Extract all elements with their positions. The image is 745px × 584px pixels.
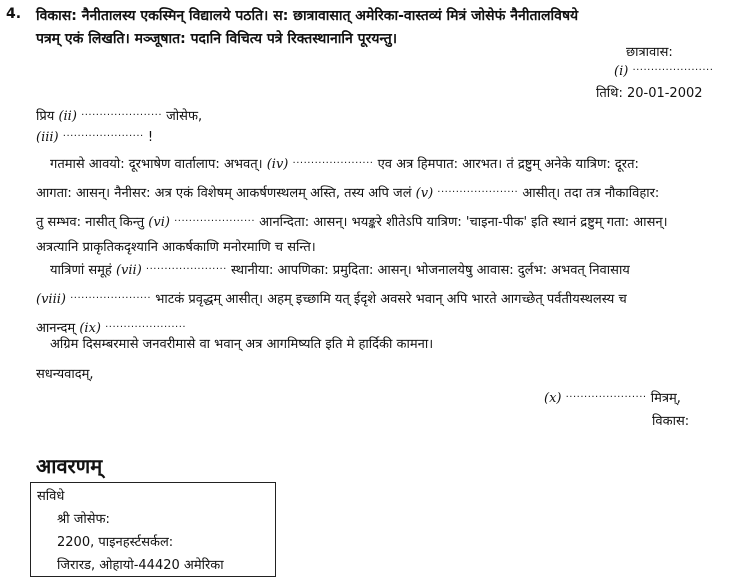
blank-label-x: (x) (544, 391, 562, 406)
greeting-line (36, 128, 153, 145)
envelope-heading: आवरणम् (36, 454, 103, 478)
para2-line-2: (viii) ...................... भाटकं प्रवृद्धम् आसीत्। अहम् इच्छामि यत् ईदृशे अवसरे भवान् अपि भारते आगच्छेत् पर्वतीयस्थलस्य च (36, 290, 627, 307)
para1-line-4: अत्रत्यानि प्राकृतिकदृश्यानि आकर्षकाणि मनोरमाणि च सन्ति। (36, 240, 316, 255)
blank-label-v: (v) (415, 186, 434, 201)
envelope-to: सविधे (37, 489, 65, 504)
blank-label-ii: (ii) (58, 109, 77, 124)
address-blank-line (614, 62, 713, 79)
letter-date: तिथि: 20-01-2002 (596, 86, 703, 101)
question-line-2: पत्रम् एकं लिखति। मञ्जूषात: पदानि विचित्य पत्रे रिक्तस्थानानि पूरयन्तु। (36, 31, 398, 47)
blank-dots: ...................... (145, 261, 227, 272)
salutation-line (36, 106, 202, 124)
para1-line-1: गतमासे आवयो: दूरभाषेण वार्तालाप: अभवत्। (iv) ...................... एव अत्र हिमपात: आरभत। तं द्रष्टुम् अनेके यात्रिण: दूरत: (50, 155, 639, 172)
blank-label-vi: (vi) (148, 215, 170, 230)
paragraph-1 (36, 148, 726, 260)
blank-dots: ...................... (105, 319, 187, 330)
blank-dots: ...................... (81, 107, 162, 118)
envelope-street: 2200, पाइनहर्स्टसर्कल: (57, 535, 174, 550)
greeting-exclaim: ! (147, 130, 154, 145)
blank-dots: ...................... (632, 62, 714, 73)
question-number: 4. (6, 6, 22, 22)
envelope-city: जिरारड, ओहायो-44420 अमेरिका (57, 558, 224, 573)
envelope-box (30, 482, 276, 577)
para1-line-2: आगता: आसन्। नैनीसर: अत्र एकं विशेषम् आकर्षणस्थलम् अस्ति, तस्य अपि जलं (v) ...................... आसीत्। तदा तत्र नौकाविहार: (36, 184, 660, 201)
blank-dots: ...................... (174, 213, 256, 224)
blank-dots: ...................... (70, 290, 152, 301)
hostel-label: छात्रावास: (626, 45, 673, 60)
blank-label-iii: (iii) (36, 130, 59, 145)
blank-dots: ...................... (437, 184, 519, 195)
paragraph-3: अग्रिम दिसम्बरमासे जनवरीमासे वा भवान् अत्र आगमिष्यति इति मे हार्दिकी कामना। (50, 337, 434, 352)
salutation-priya: प्रिय (36, 109, 55, 124)
blank-label-viii: (viii) (36, 292, 66, 307)
blank-label-ix: (ix) (79, 321, 101, 336)
salutation-joseph: जोसेफ, (166, 109, 203, 124)
blank-label-iv: (iv) (266, 157, 289, 172)
question-line-1: विकास: नैनीतालस्य एकस्मिन् विद्यालये पठति। स: छात्रावासात् अमेरिका-वास्तव्यं मित्रं जोसेफं नैनीतालविषये (36, 8, 579, 24)
closing-thanks: सधन्यवादम्, (36, 367, 94, 382)
closing-friend: मित्रम्, (650, 391, 681, 406)
paragraph-2 (36, 254, 726, 341)
blank-dots: ...................... (62, 128, 144, 139)
blank-dots: ...................... (292, 155, 374, 166)
para1-line-3: तु सम्भव: नासीत् किन्तु (vi) ...................... आनन्दिता: आसन्। भयङ्करे शीतेऽपि यात्रिण: 'चाइना-पीक' इति स्थानं द्रष्टुम् गता: आसन्। (36, 213, 668, 230)
envelope-name: श्री जोसेफ: (57, 512, 110, 527)
blank-dots: ...................... (565, 389, 647, 400)
para2-line-3: आनन्दम् (ix) ...................... (36, 319, 187, 336)
para2-line-1: यात्रिणां समूहं (vii) ...................... स्थानीया: आपणिका: प्रमुदिता: आसन्। भोजनालयेषु आवास: दुर्लभ: अभवत् निवासाय (50, 261, 630, 278)
blank-label-i: (i) (614, 64, 629, 79)
blank-label-vii: (vii) (115, 263, 142, 278)
sender-name: विकास: (652, 414, 690, 429)
closing-friend-line (544, 388, 681, 406)
